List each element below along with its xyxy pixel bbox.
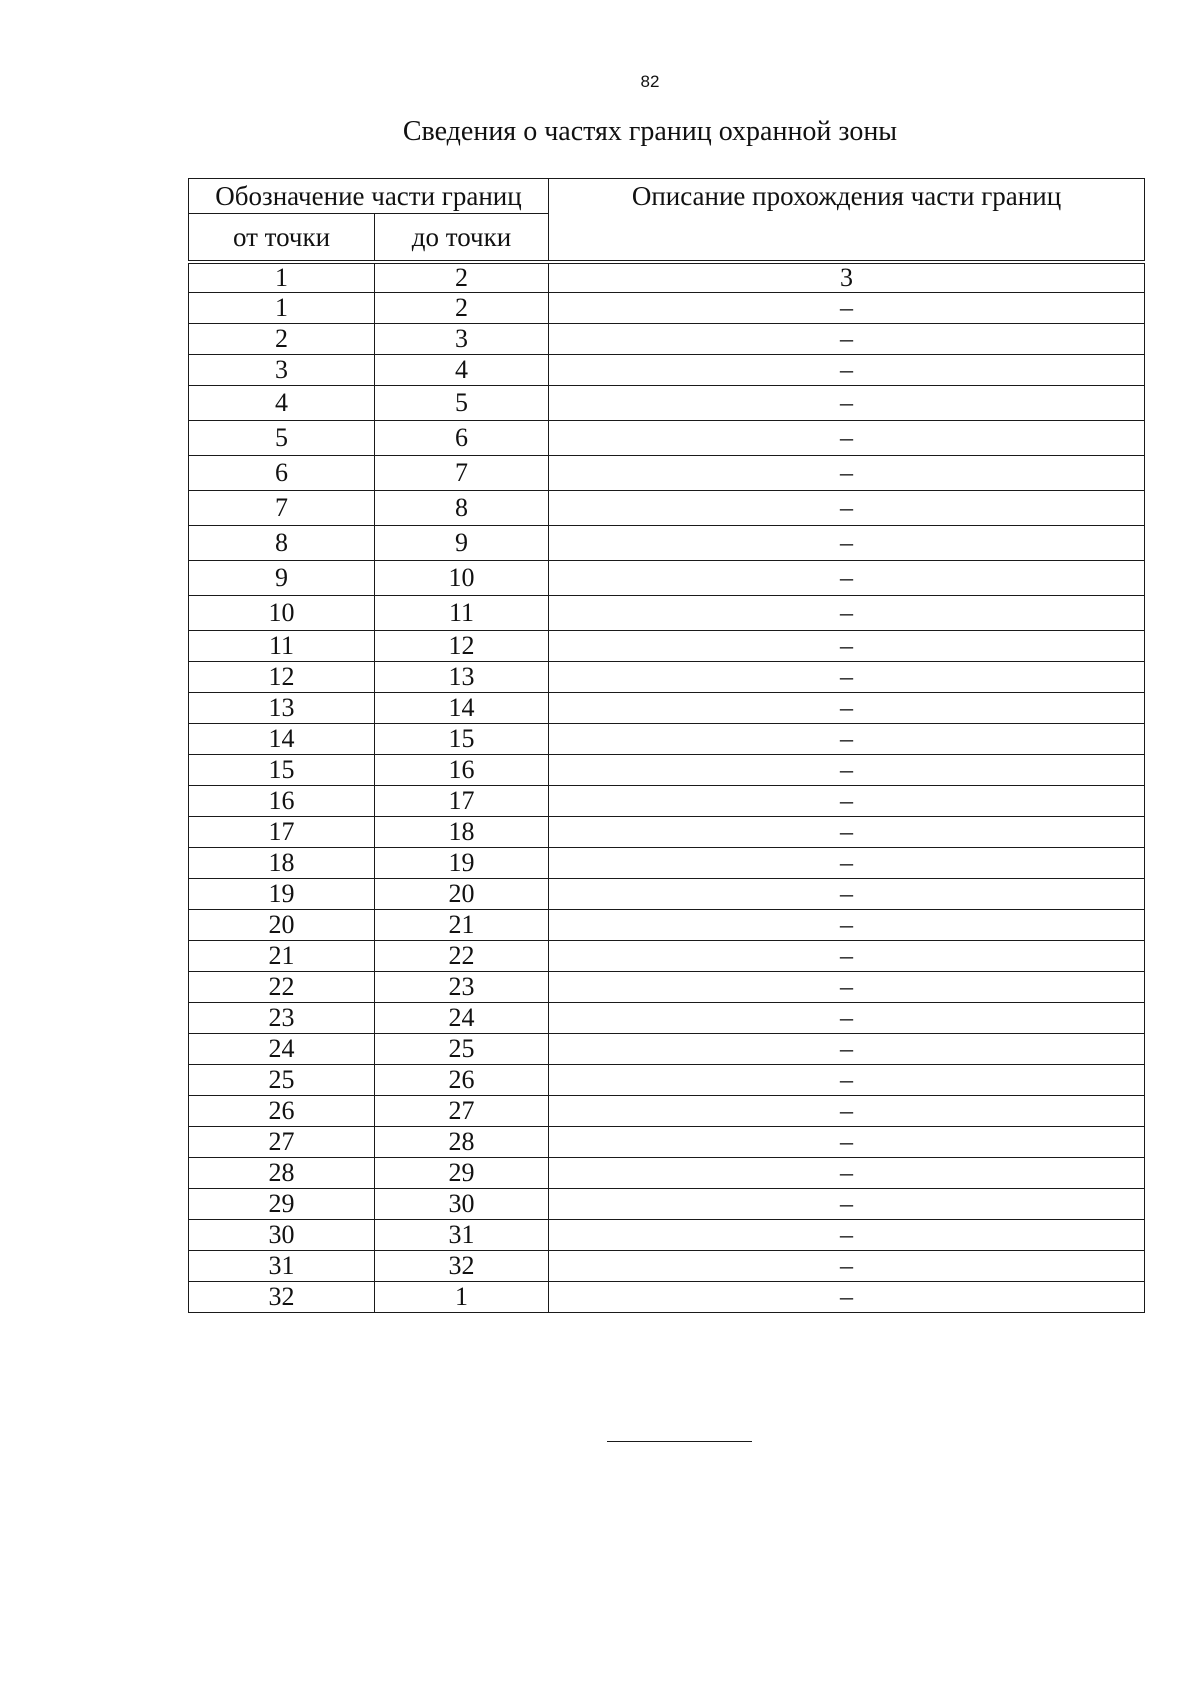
cell-description: –: [549, 1189, 1145, 1220]
table-row: [189, 879, 1145, 910]
table-row: [189, 421, 1145, 456]
closing-divider: [607, 1441, 752, 1442]
cell-description: –: [549, 755, 1145, 786]
cell-description: –: [549, 817, 1145, 848]
cell-description: –: [549, 596, 1145, 631]
cell-to-point: 25: [375, 1034, 549, 1065]
cell-to-point: 4: [375, 355, 549, 386]
cell-from-point: 24: [189, 1034, 375, 1065]
cell-to-point: 14: [375, 693, 549, 724]
cell-description: –: [549, 879, 1145, 910]
cell-to-point: 5: [375, 386, 549, 421]
cell-description: –: [549, 662, 1145, 693]
cell-to-point: 22: [375, 941, 549, 972]
cell-to-point: 3: [375, 324, 549, 355]
cell-to-point: 24: [375, 1003, 549, 1034]
cell-to-point: 6: [375, 421, 549, 456]
cell-from-point: 10: [189, 596, 375, 631]
table-header: [189, 179, 1145, 261]
table-row: [189, 972, 1145, 1003]
cell-from-point: 23: [189, 1003, 375, 1034]
cell-from-point: 2: [189, 324, 375, 355]
cell-description: –: [549, 1065, 1145, 1096]
cell-to-point: 29: [375, 1158, 549, 1189]
cell-description: –: [549, 491, 1145, 526]
cell-from-point: 8: [189, 526, 375, 561]
table-row: [189, 1220, 1145, 1251]
table-row: [189, 1158, 1145, 1189]
cell-description: –: [549, 1282, 1145, 1313]
cell-from-point: 12: [189, 662, 375, 693]
cell-to-point: 17: [375, 786, 549, 817]
table-row: [189, 526, 1145, 561]
cell-to-point: 8: [375, 491, 549, 526]
cell-to-point: 31: [375, 1220, 549, 1251]
page-number: 82: [640, 72, 660, 91]
cell-description: –: [549, 1127, 1145, 1158]
cell-description: –: [549, 1003, 1145, 1034]
cell-to-point: 15: [375, 724, 549, 755]
table-row: [189, 1251, 1145, 1282]
cell-to-point: 2: [375, 293, 549, 324]
cell-to-point: 13: [375, 662, 549, 693]
cell-from-point: 19: [189, 879, 375, 910]
cell-from-point: 14: [189, 724, 375, 755]
cell-from-point: 25: [189, 1065, 375, 1096]
column-number: 2: [375, 264, 549, 293]
column-number: 3: [549, 264, 1145, 293]
document-title: Сведения о частях границ охранной зоны: [402, 116, 898, 147]
cell-from-point: 11: [189, 631, 375, 662]
column-number-row: [189, 264, 1145, 293]
cell-description: –: [549, 561, 1145, 596]
cell-from-point: 22: [189, 972, 375, 1003]
cell-description: –: [549, 1251, 1145, 1282]
table-row: [189, 355, 1145, 386]
table-row: [189, 1096, 1145, 1127]
cell-to-point: 11: [375, 596, 549, 631]
table-row: [189, 1189, 1145, 1220]
cell-from-point: 28: [189, 1158, 375, 1189]
cell-to-point: 16: [375, 755, 549, 786]
cell-description: –: [549, 456, 1145, 491]
table-row: [189, 848, 1145, 879]
table-row: [189, 941, 1145, 972]
cell-to-point: 10: [375, 561, 549, 596]
table-row: [189, 293, 1145, 324]
cell-from-point: 27: [189, 1127, 375, 1158]
cell-from-point: 20: [189, 910, 375, 941]
cell-description: –: [549, 941, 1145, 972]
cell-description: –: [549, 724, 1145, 755]
header-from-point: от точки: [189, 214, 375, 261]
table-row: [189, 386, 1145, 421]
boundary-parts-table: [188, 178, 1145, 1313]
cell-description: –: [549, 848, 1145, 879]
table-row: [189, 1127, 1145, 1158]
cell-description: –: [549, 526, 1145, 561]
cell-to-point: 21: [375, 910, 549, 941]
cell-to-point: 23: [375, 972, 549, 1003]
cell-from-point: 21: [189, 941, 375, 972]
cell-from-point: 13: [189, 693, 375, 724]
column-number: 1: [189, 264, 375, 293]
cell-to-point: 9: [375, 526, 549, 561]
cell-description: –: [549, 1034, 1145, 1065]
cell-description: –: [549, 910, 1145, 941]
cell-from-point: 15: [189, 755, 375, 786]
cell-description: –: [549, 386, 1145, 421]
table-row: [189, 631, 1145, 662]
table-row: [189, 596, 1145, 631]
table-row: [189, 662, 1145, 693]
table-row: [189, 491, 1145, 526]
cell-from-point: 29: [189, 1189, 375, 1220]
cell-from-point: 26: [189, 1096, 375, 1127]
table-row: [189, 693, 1145, 724]
cell-from-point: 17: [189, 817, 375, 848]
cell-description: –: [549, 1158, 1145, 1189]
cell-to-point: 32: [375, 1251, 549, 1282]
cell-description: –: [549, 293, 1145, 324]
table-row: [189, 910, 1145, 941]
cell-to-point: 7: [375, 456, 549, 491]
table-row: [189, 456, 1145, 491]
cell-description: –: [549, 355, 1145, 386]
cell-from-point: 9: [189, 561, 375, 596]
table-row: [189, 724, 1145, 755]
cell-to-point: 28: [375, 1127, 549, 1158]
cell-from-point: 32: [189, 1282, 375, 1313]
cell-description: –: [549, 786, 1145, 817]
cell-to-point: 26: [375, 1065, 549, 1096]
table-row: [189, 755, 1145, 786]
cell-from-point: 16: [189, 786, 375, 817]
header-boundary-designation: Обозначение части границ: [189, 179, 549, 214]
cell-to-point: 18: [375, 817, 549, 848]
cell-from-point: 31: [189, 1251, 375, 1282]
cell-description: –: [549, 1096, 1145, 1127]
table-row: [189, 786, 1145, 817]
cell-from-point: 4: [189, 386, 375, 421]
cell-description: –: [549, 1220, 1145, 1251]
table-row: [189, 1282, 1145, 1313]
cell-description: –: [549, 324, 1145, 355]
cell-to-point: 27: [375, 1096, 549, 1127]
table-body: [189, 264, 1145, 1313]
header-boundary-description: Описание прохождения части границ: [549, 179, 1145, 261]
cell-from-point: 18: [189, 848, 375, 879]
cell-to-point: 1: [375, 1282, 549, 1313]
table-row: [189, 817, 1145, 848]
table-row: [189, 1034, 1145, 1065]
cell-to-point: 30: [375, 1189, 549, 1220]
table-row: [189, 324, 1145, 355]
cell-description: –: [549, 693, 1145, 724]
cell-description: –: [549, 631, 1145, 662]
cell-from-point: 3: [189, 355, 375, 386]
cell-from-point: 1: [189, 293, 375, 324]
cell-from-point: 30: [189, 1220, 375, 1251]
table-row: [189, 1003, 1145, 1034]
cell-description: –: [549, 972, 1145, 1003]
cell-from-point: 7: [189, 491, 375, 526]
cell-to-point: 20: [375, 879, 549, 910]
cell-from-point: 6: [189, 456, 375, 491]
table-row: [189, 1065, 1145, 1096]
cell-to-point: 12: [375, 631, 549, 662]
table-row: [189, 561, 1145, 596]
header-to-point: до точки: [375, 214, 549, 261]
cell-to-point: 19: [375, 848, 549, 879]
cell-description: –: [549, 421, 1145, 456]
cell-from-point: 5: [189, 421, 375, 456]
